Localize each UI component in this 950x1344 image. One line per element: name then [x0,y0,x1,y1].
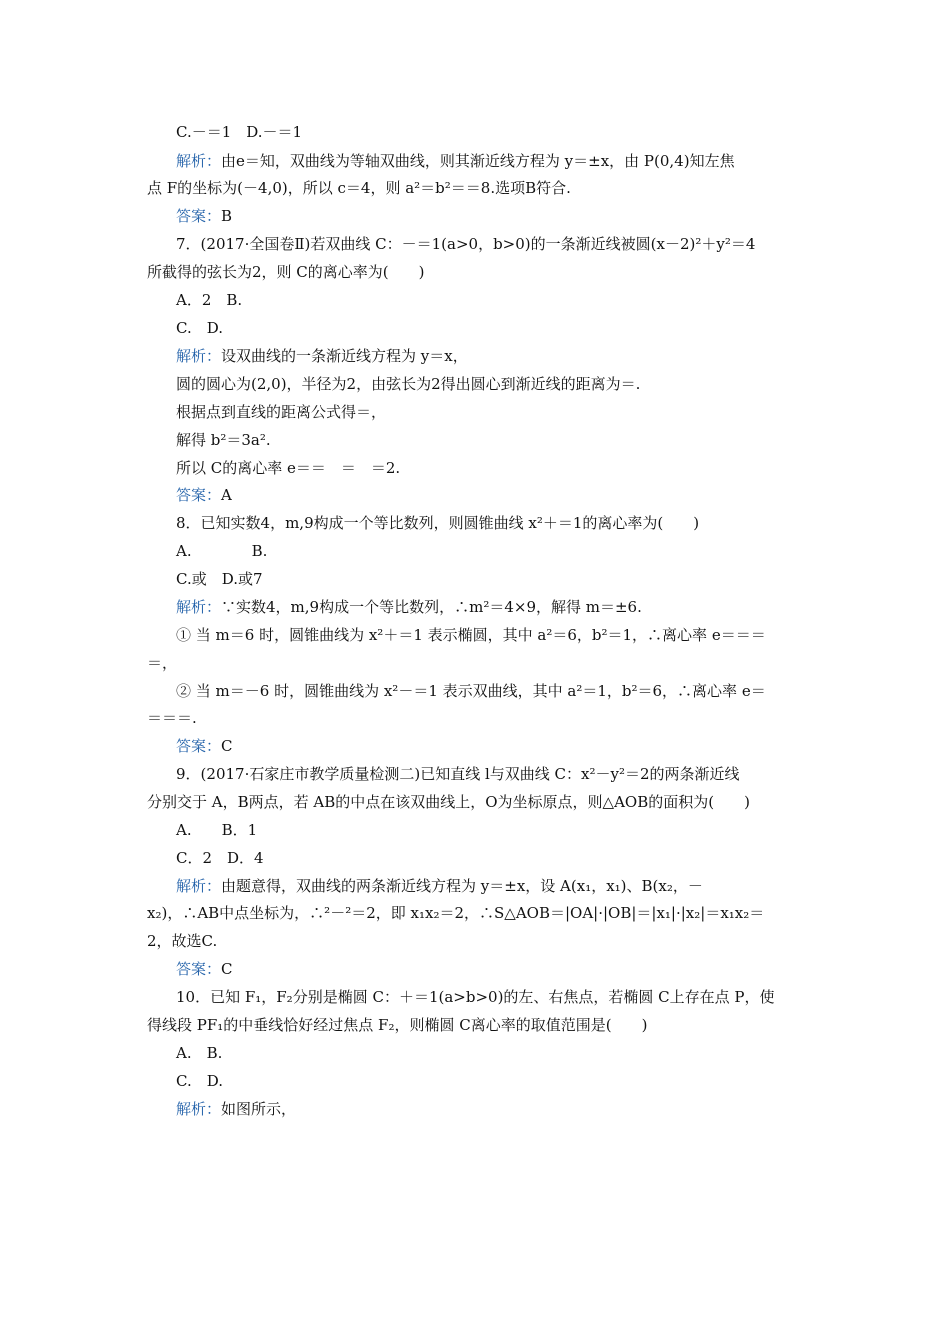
q8-stem-line-1: 8．已知实数4，m,9构成一个等比数列，则圆锥曲线 x²＋＝1的离心率为( ) [176,514,700,532]
q7-analysis-line-5: 所以 C的离心率 e＝＝ ＝ ＝2. [176,459,401,477]
q9-stem-line-1: 9．(2017·石家庄市教学质量检测二)已知直线 l与双曲线 C：x²－y²＝2的两条渐近线 [176,765,740,783]
q9-analysis-line-2: x₂)，∴AB中点坐标为，∴²－²＝2，即 x₁x₂＝2，∴S△AOB＝|OA|·|OB|＝|x₁|·|x₂|＝x₁x₂＝ [147,904,765,922]
q8-analysis-line-1: 解析：∵实数4，m,9构成一个等比数列，∴m²＝4×9，解得 m＝±6. [176,598,642,616]
q7-options-ab: A．2 B. [176,291,243,309]
q9-options-cd: C．2 D．4 [176,849,264,867]
q9-analysis-line-3: 2，故选C. [147,932,218,950]
q10-options-cd: C. D. [176,1072,223,1090]
q8-analysis-line-2: ① 当 m＝6 时，圆锥曲线为 x²＋＝1 表示椭圆，其中 a²＝6，b²＝1，∴离心率 e＝＝＝ [176,626,766,644]
analysis-label: 解析： [176,598,222,616]
q8-options-ab: A. B. [176,542,268,560]
q8-options-cd: C.或 D.或7 [176,570,263,588]
analysis-label: 解析： [176,152,222,170]
q8-answer: 答案：C [176,737,233,755]
q9-stem-line-2: 分别交于 A，B两点，若 AB的中点在该双曲线上，O为坐标原点，则△AOB的面积为( ) [147,793,750,811]
q7-options-cd: C. D. [176,319,223,337]
q10-stem-line-2: 得线段 PF₁的中垂线恰好经过焦点 F₂，则椭圆 C离心率的取值范围是( ) [147,1016,648,1034]
q10-options-ab: A. B. [176,1044,223,1062]
analysis-label: 解析： [176,347,222,365]
answer-label: 答案： [176,486,222,504]
q6-analysis-line-2: 点 F的坐标为(－4,0)，所以 c＝4，则 a²＝b²＝＝8.选项B符合. [147,179,571,197]
q6-analysis-line-1: 解析：由e＝知，双曲线为等轴双曲线，则其渐近线方程为 y＝±x，由 P(0,4)知左焦 [176,152,735,170]
answer-label: 答案： [176,737,222,755]
q9-options-ab: A. B．1 [176,821,258,839]
q7-analysis-line-3: 根据点到直线的距离公式得＝， [176,403,387,421]
answer-label: 答案： [176,960,222,978]
q7-analysis-line-1: 解析：设双曲线的一条渐近线方程为 y＝x， [176,347,468,365]
q7-analysis-line-4: 解得 b²＝3a². [176,431,271,449]
q7-analysis-line-2: 圆的圆心为(2,0)，半径为2，由弦长为2得出圆心到渐近线的距离为＝. [176,375,641,393]
q8-analysis-line-4: ② 当 m＝－6 时，圆锥曲线为 x²－＝1 表示双曲线，其中 a²＝1，b²＝6，∴离心率 e＝ [176,682,766,700]
q10-stem-line-1: 10．已知 F₁，F₂分别是椭圆 C：＋＝1(a>b>0)的左、右焦点，若椭圆 C上存在点 P，使 [176,988,775,1006]
q7-stem-line-1: 7．(2017·全国卷Ⅱ)若双曲线 C：－＝1(a>0，b>0)的一条渐近线被圆(x－2)²＋y²＝4 [176,235,756,253]
q7-stem-line-2: 所截得的弦长为2，则 C的离心率为( ) [147,263,425,281]
q8-analysis-line-3: ＝， [147,654,178,672]
q8-analysis-line-5: ＝＝＝. [147,709,197,727]
q9-answer: 答案：C [176,960,233,978]
q7-answer: 答案：A [176,486,232,504]
q6-answer: 答案：B [176,207,233,225]
q9-analysis-line-1: 解析：由题意得，双曲线的两条渐近线方程为 y＝±x，设 A(x₁，x₁)、B(x₂，－ [176,877,703,895]
q6-options-cd: C.－＝1 D.－＝1 [176,123,303,141]
answer-label: 答案： [176,207,222,225]
q10-analysis-line-1: 解析：如图所示， [176,1100,297,1118]
analysis-label: 解析： [176,1100,222,1118]
analysis-label: 解析： [176,877,222,895]
